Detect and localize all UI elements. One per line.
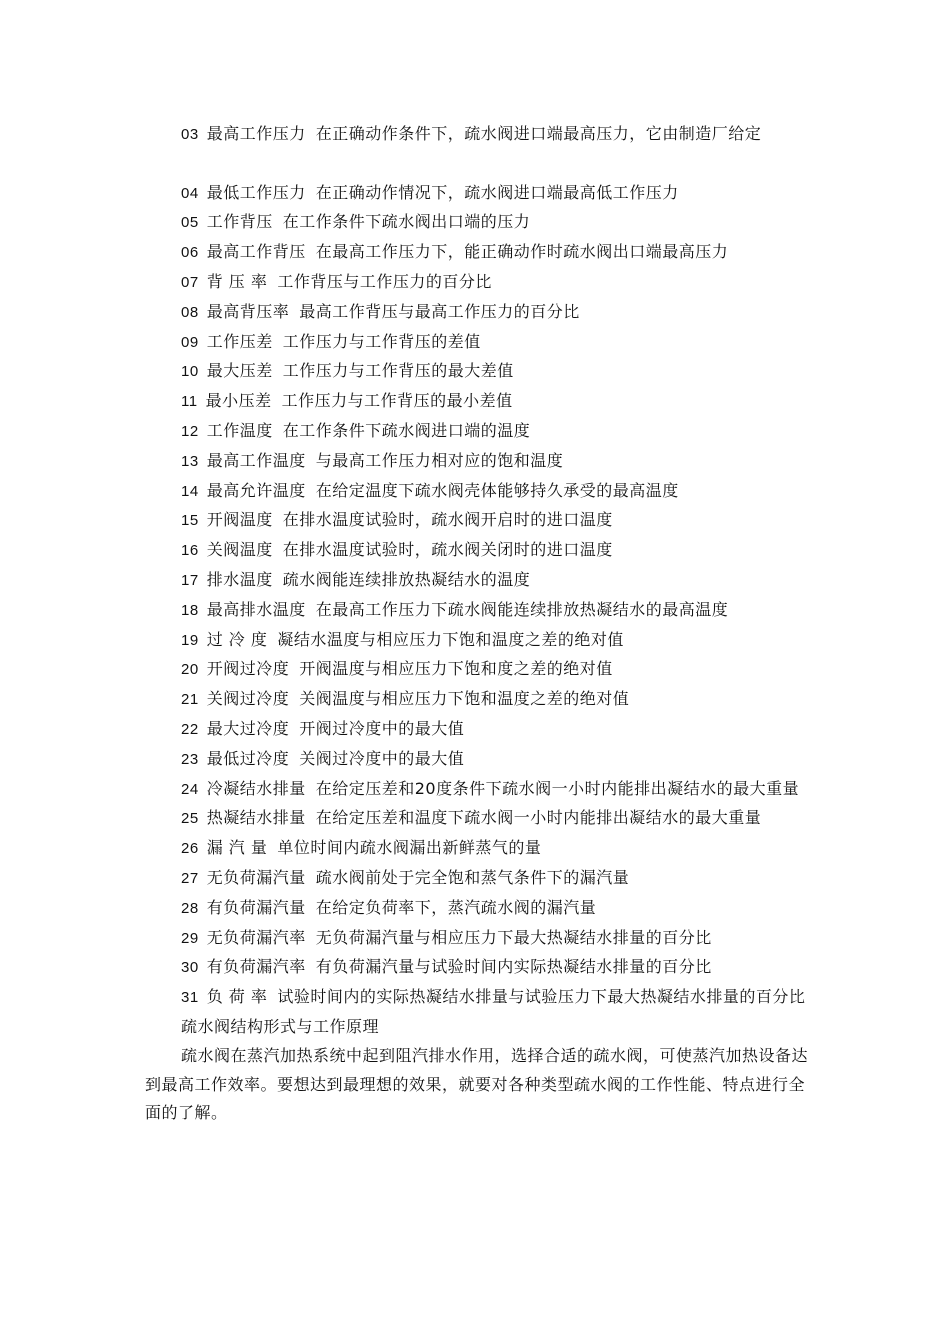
- definition-number: 03: [181, 126, 199, 143]
- definition-number: 06: [181, 244, 199, 262]
- definition-item: [145, 179, 810, 209]
- definition-term: 无负荷漏汽量: [206, 867, 306, 887]
- definition-description: 在给定压差和温度下疏水阀一小时内能排出凝结水的最大重量: [315, 808, 762, 828]
- definition-term: 最高工作压力: [206, 124, 306, 143]
- definition-number: 14: [181, 482, 199, 500]
- definition-description: 试验时间内的实际热凝结水排量与试验压力下最大热凝结水排量的百分比: [277, 987, 806, 1007]
- definition-item: [145, 596, 810, 626]
- definition-item: [145, 120, 810, 150]
- definition-description: 单位时间内疏水阀漏出新鲜蒸气的量: [277, 838, 542, 858]
- definition-term: 漏 汽 量: [206, 838, 268, 858]
- definition-number: 23: [181, 750, 199, 768]
- definition-number: 26: [181, 840, 199, 858]
- definition-number: 12: [181, 422, 199, 440]
- definition-term: 开阀过冷度: [206, 659, 290, 679]
- definition-term: 热凝结水排量: [206, 808, 306, 828]
- definition-description: 关阀过冷度中的最大值: [299, 748, 465, 768]
- definition-item: [145, 417, 810, 447]
- definition-item: [145, 447, 810, 477]
- definition-item: [145, 208, 810, 238]
- definition-description: 在正确动作条件下，疏水阀进口端最高压力，它由制造厂给定: [315, 124, 762, 143]
- definition-item: [145, 953, 810, 983]
- definition-list: [145, 120, 810, 1013]
- definition-number: 30: [181, 959, 199, 977]
- definition-description: 凝结水温度与相应压力下饱和温度之差的绝对值: [277, 629, 624, 649]
- definition-term: 最小压差: [205, 391, 272, 411]
- definition-item: [145, 685, 810, 715]
- definition-item: [145, 626, 810, 656]
- definition-item: [145, 506, 810, 536]
- definition-item: [145, 983, 810, 1013]
- definition-number: 31: [181, 989, 199, 1007]
- section-heading: 疏水阀结构形式与工作原理: [181, 1016, 380, 1036]
- definition-item: [145, 536, 810, 566]
- definition-item: [145, 864, 810, 894]
- definition-description: 在排水温度试验时，疏水阀开启时的进口温度: [282, 510, 613, 530]
- definition-item: [145, 894, 810, 924]
- definition-number: 10: [181, 363, 199, 381]
- definition-description: 与最高工作压力相对应的饱和温度: [315, 450, 564, 470]
- definition-number: 22: [181, 720, 199, 738]
- definition-number: 05: [181, 214, 199, 232]
- definition-description: 在最高工作压力下疏水阀能连续排放热凝结水的最高温度: [315, 599, 729, 619]
- definition-number: 18: [181, 601, 199, 619]
- definition-description: 工作压力与工作背压的最小差值: [281, 391, 513, 411]
- definition-description: 有负荷漏汽量与试验时间内实际热凝结水排量的百分比: [315, 957, 712, 977]
- definition-number: 08: [181, 303, 199, 321]
- definition-item: [145, 328, 810, 358]
- definition-item: [145, 745, 810, 775]
- definition-item: [145, 477, 810, 507]
- document-body: [145, 120, 810, 1128]
- definition-term: 最低过冷度: [206, 748, 290, 768]
- definition-number: 04: [181, 184, 199, 202]
- definition-number: 09: [181, 333, 199, 351]
- definition-number: 20: [181, 661, 199, 679]
- definition-number: 25: [181, 810, 199, 828]
- definition-term: 最大过冷度: [206, 718, 290, 738]
- definition-number: 19: [181, 631, 199, 649]
- definition-item: [145, 775, 810, 805]
- definition-term: 有负荷漏汽率: [206, 957, 306, 977]
- definition-description: 工作压力与工作背压的差值: [282, 331, 481, 351]
- definition-item: [145, 238, 810, 268]
- definition-description: 关阀温度与相应压力下饱和温度之差的绝对值: [299, 689, 630, 709]
- definition-term: 工作压差: [206, 331, 273, 351]
- definition-item: [145, 924, 810, 954]
- definition-term: 最高背压率: [206, 301, 290, 321]
- definition-item: [145, 357, 810, 387]
- definition-number: 17: [181, 571, 199, 589]
- definition-term: 关阀过冷度: [206, 689, 290, 709]
- definition-item: [145, 566, 810, 596]
- definition-term: 工作温度: [206, 420, 273, 440]
- definition-term: 背 压 率: [206, 271, 268, 291]
- definition-term: 冷凝结水排量: [206, 778, 306, 798]
- definition-description: 最高工作背压与最高工作压力的百分比: [299, 301, 580, 321]
- definition-item: [145, 387, 810, 417]
- definition-description: 在最高工作压力下，能正确动作时疏水阀出口端最高压力: [315, 242, 729, 262]
- definition-number: 27: [181, 869, 199, 887]
- definition-item: [145, 804, 810, 834]
- definition-description: 工作背压与工作压力的百分比: [277, 271, 492, 291]
- definition-description: 疏水阀前处于完全饱和蒸气条件下的漏汽量: [315, 867, 630, 887]
- definition-description: 无负荷漏汽量与相应压力下最大热凝结水排量的百分比: [315, 927, 712, 947]
- definition-term: 有负荷漏汽量: [206, 897, 306, 917]
- definition-number: 15: [181, 512, 199, 530]
- definition-number: 28: [181, 899, 199, 917]
- definition-term: 最低工作压力: [206, 182, 306, 202]
- definition-term: 负 荷 率: [206, 987, 268, 1007]
- definition-term: 最高工作背压: [206, 242, 306, 262]
- definition-number: 13: [181, 452, 199, 470]
- definition-description: 工作压力与工作背压的最大差值: [282, 361, 514, 381]
- definition-description: 在工作条件下疏水阀出口端的压力: [282, 212, 531, 232]
- definition-item: [145, 268, 810, 298]
- body-paragraph: 疏水阀在蒸汽加热系统中起到阻汽排水作用，选择合适的疏水阀，可使蒸汽加热设备达到最高工作效率。要想达到最理想的效果，就要对各种类型疏水阀的工作性能、特点进行全面的了解。: [145, 1045, 809, 1123]
- definition-term: 工作背压: [206, 212, 273, 232]
- definition-term: 关阀温度: [206, 540, 273, 560]
- definition-term: 最高工作温度: [206, 450, 306, 470]
- definition-number: 21: [181, 691, 199, 709]
- definition-term: 开阀温度: [206, 510, 273, 530]
- definition-term: 过 冷 度: [206, 629, 268, 649]
- definition-description: 在排水温度试验时，疏水阀关闭时的进口温度: [282, 540, 613, 560]
- definition-number: 24: [181, 780, 199, 798]
- definition-number: 11: [181, 393, 198, 411]
- definition-item: [145, 715, 810, 745]
- definition-item: [145, 298, 810, 328]
- definition-item: [145, 655, 810, 685]
- definition-description: 在给定压差和20度条件下疏水阀一小时内能排出凝结水的最大重量: [315, 778, 800, 798]
- definition-number: 16: [181, 542, 199, 560]
- definition-number: 07: [181, 273, 199, 291]
- definition-number: 29: [181, 929, 199, 947]
- definition-description: 在工作条件下疏水阀进口端的温度: [282, 420, 531, 440]
- definition-description: 在给定负荷率下，蒸汽疏水阀的漏汽量: [315, 897, 597, 917]
- definition-description: 在给定温度下疏水阀壳体能够持久承受的最高温度: [315, 480, 679, 500]
- definition-term: 最高允许温度: [206, 480, 306, 500]
- definition-description: 开阀温度与相应压力下饱和度之差的绝对值: [299, 659, 613, 679]
- definition-description: 开阀过冷度中的最大值: [299, 718, 465, 738]
- definition-term: 最大压差: [206, 361, 273, 381]
- definition-description: 疏水阀能连续排放热凝结水的温度: [282, 569, 531, 589]
- definition-term: 最高排水温度: [206, 599, 306, 619]
- definition-item: [145, 834, 810, 864]
- definition-term: 排水温度: [206, 569, 273, 589]
- definition-term: 无负荷漏汽率: [206, 927, 306, 947]
- definition-description: 在正确动作情况下，疏水阀进口端最高低工作压力: [315, 182, 679, 202]
